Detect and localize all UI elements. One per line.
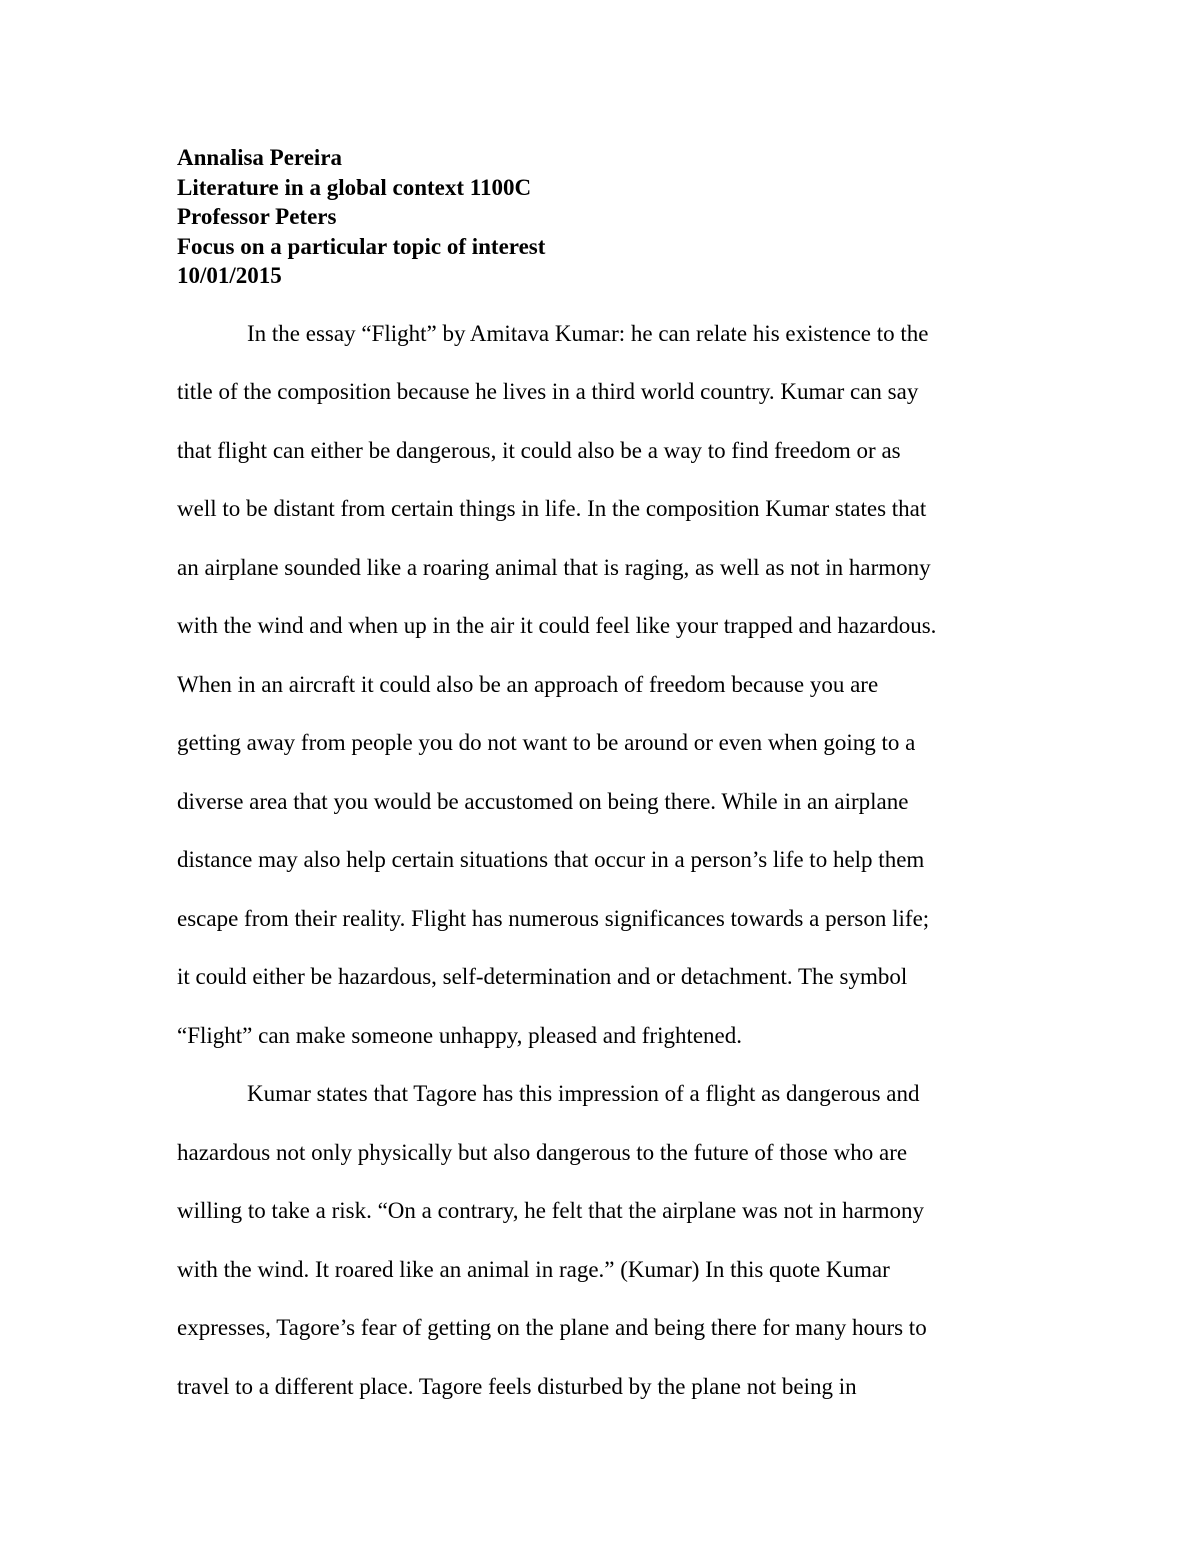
essay-header: [177, 143, 1037, 291]
body-line: In the essay “Flight” by Amitava Kumar: he can relate his existence to the: [247, 321, 929, 346]
body-line: “Flight” can make someone unhappy, pleased and frightened.: [177, 1023, 743, 1048]
body-line: getting away from people you do not want to be around or even when going to a: [177, 730, 916, 755]
body-line: When in an aircraft it could also be an approach of freedom because you are: [177, 672, 879, 697]
body-line: well to be distant from certain things in life. In the composition Kumar states that: [177, 496, 927, 521]
body-line: Kumar states that Tagore has this impression of a flight as dangerous and: [247, 1081, 920, 1106]
body-line: it could either be hazardous, self-determination and or detachment. The symbol: [177, 964, 908, 989]
body-line: with the wind and when up in the air it could feel like your trapped and hazardous.: [177, 613, 937, 638]
body-line: distance may also help certain situations that occur in a person’s life to help them: [177, 847, 925, 872]
body-line: diverse area that you would be accustomed on being there. While in an airplane: [177, 789, 909, 814]
author-name: Annalisa Pereira: [177, 145, 343, 170]
professor-name: Professor Peters: [177, 204, 337, 229]
body-line: willing to take a risk. “On a contrary, he felt that the airplane was not in harmony: [177, 1198, 925, 1223]
body-line: travel to a different place. Tagore feels disturbed by the plane not being in: [177, 1374, 857, 1399]
body-line: expresses, Tagore’s fear of getting on the plane and being there for many hours to: [177, 1315, 927, 1340]
body-line: title of the composition because he lives in a third world country. Kumar can say: [177, 379, 919, 404]
body-line: hazardous not only physically but also dangerous to the future of those who are: [177, 1140, 908, 1165]
course-name: Literature in a global context 1100C: [177, 174, 532, 200]
body-line: that flight can either be dangerous, it could also be a way to find freedom or as: [177, 438, 901, 463]
assignment-title: Focus on a particular topic of interest: [177, 233, 546, 259]
body-line: escape from their reality. Flight has numerous significances towards a person life;: [177, 906, 930, 931]
essay-date: 10/01/2015: [177, 263, 282, 288]
body-line: with the wind. It roared like an animal in rage.” (Kumar) In this quote Kumar: [177, 1257, 890, 1282]
body-line: an airplane sounded like a roaring animal that is raging, as well as not in harmony: [177, 555, 931, 580]
